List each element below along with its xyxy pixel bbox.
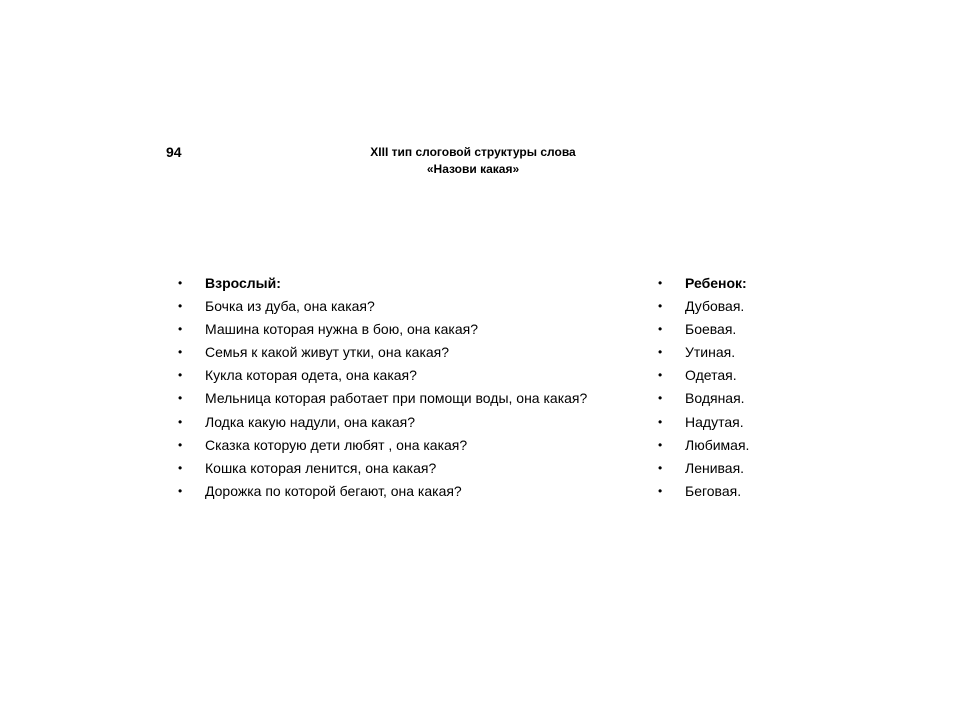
adult-question-text: Бочка из дуба, она какая? — [205, 298, 375, 315]
bullet-icon: • — [178, 299, 183, 314]
child-answer-text: Ленивая. — [685, 459, 745, 476]
bullet-icon: • — [658, 368, 663, 383]
child-answer-text: Дубовая. — [685, 298, 745, 315]
child-answer-item — [658, 457, 858, 480]
bullet-icon: • — [178, 414, 183, 429]
bullet-icon: • — [178, 483, 183, 498]
bullet-icon: • — [658, 391, 663, 406]
adult-question-item — [178, 295, 638, 318]
child-answer-text: Одетая. — [685, 367, 737, 384]
bullet-icon: • — [178, 437, 183, 452]
child-answer-text: Любимая. — [685, 436, 750, 453]
adult-question-text: Машина которая нужна в бою, она какая? — [205, 321, 478, 338]
bullet-icon: • — [178, 391, 183, 406]
adult-question-text: Кукла которая одета, она какая? — [205, 367, 417, 384]
adult-question-text: Мельница которая работает при помощи воды, она какая? — [205, 390, 588, 407]
child-answer-item — [658, 434, 858, 457]
child-answer-text: Водяная. — [685, 390, 745, 407]
bullet-icon: • — [658, 437, 663, 452]
adult-question-item — [178, 318, 638, 341]
child-answer-item — [658, 411, 858, 434]
adult-question-text: Дорожка по которой бегают, она какая? — [205, 482, 462, 499]
adult-question-text: Сказка которую дети любят , она какая? — [205, 436, 468, 453]
adult-question-item — [178, 457, 638, 480]
child-answer-item — [658, 295, 858, 318]
page-number: 94 — [166, 144, 182, 160]
child-answer-text: Утиная. — [685, 344, 736, 361]
bullet-icon: • — [178, 368, 183, 383]
bullet-icon: • — [178, 322, 183, 337]
bullet-icon: • — [178, 460, 183, 475]
adult-question-item — [178, 411, 638, 434]
slide-title — [300, 144, 646, 178]
child-answer-item — [658, 480, 858, 503]
adult-question-text: Семья к какой живут утки, она какая? — [205, 344, 450, 361]
adult-question-item — [178, 387, 638, 410]
bullet-icon: • — [658, 460, 663, 475]
adult-question-item — [178, 341, 638, 364]
child-heading: Ребенок: — [685, 275, 747, 291]
adult-heading: Взрослый: — [205, 275, 281, 291]
adult-questions-list — [178, 272, 638, 503]
bullet-icon: • — [658, 276, 663, 290]
bullet-icon: • — [178, 276, 183, 290]
title-line-2: «Назови какая» — [426, 162, 520, 176]
bullet-icon: • — [178, 345, 183, 360]
child-answer-text: Надутая. — [685, 413, 744, 430]
bullet-icon: • — [658, 483, 663, 498]
child-answer-item — [658, 387, 858, 410]
bullet-icon: • — [658, 414, 663, 429]
bullet-icon: • — [658, 299, 663, 314]
child-answer-text: Боевая. — [685, 321, 737, 338]
child-answer-item — [658, 341, 858, 364]
adult-heading-item — [178, 272, 638, 295]
adult-question-item — [178, 480, 638, 503]
title-line-1: XIII тип слоговой структуры слова — [370, 145, 576, 159]
adult-question-text: Лодка какую надули, она какая? — [205, 413, 415, 430]
adult-question-item — [178, 434, 638, 457]
child-answer-item — [658, 318, 858, 341]
bullet-icon: • — [658, 322, 663, 337]
child-answer-text: Беговая. — [685, 482, 742, 499]
child-heading-item — [658, 272, 858, 295]
child-answer-item — [658, 364, 858, 387]
adult-question-item — [178, 364, 638, 387]
child-answers-list — [658, 272, 858, 503]
bullet-icon: • — [658, 345, 663, 360]
adult-question-text: Кошка которая ленится, она какая? — [205, 459, 437, 476]
